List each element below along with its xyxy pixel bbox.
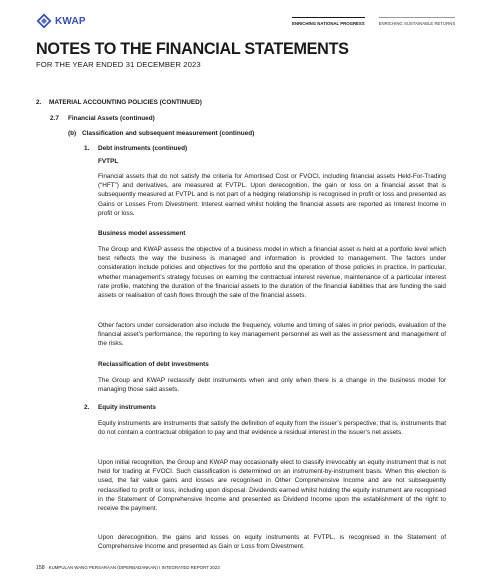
reclassification-paragraph: The Group and KWAP reclassify debt instruments when and only when there is a change in the business model for managing those said assets. bbox=[98, 377, 446, 394]
tab-enriching-national-progress[interactable]: ENRICHING NATIONAL PROGRESS bbox=[292, 17, 365, 26]
reclassification-heading: Reclassification of debt investments bbox=[98, 361, 209, 368]
kwap-logo bbox=[36, 13, 86, 29]
equity-paragraph-1: Equity instruments are instruments that satisfy the definition of equity from the issuer’s perspective; that is, instruments that do not contain a contractual obligation to pay and that evidence a residual interest in the issuer’s net assets. bbox=[98, 420, 446, 437]
business-model-paragraph-2: Other factors under consideration also include the frequency, volume and timing of sales in prior periods, evaluation of the financial asset’s performance, the reporting to key management personnel as well as the assessment and management of the risks. bbox=[98, 322, 446, 348]
equity-paragraph-2: Upon initial recognition, the Group and KWAP may occasionally elect to classify irrevocably an equity instrument that is not held for trading at FVOCI. Such classification is determined on an instrument-by-instrument basis. When this election is used, the fair value gains and losses are recognised in Other Comprehensive Income and are not subsequently reclassified to profit or loss, including upon disposal. Dividends earned whilst holding the equity instrument are recognised in the Statement of Comprehensive Income and presented as Dividend Income upon the establishment of the right to receive the payment. bbox=[98, 459, 446, 513]
tab-enriching-sustainable-returns[interactable]: ENRICHING SUSTAINABLE RETURNS bbox=[379, 17, 456, 26]
fvtpl-paragraph: Financial assets that do not satisfy the criteria for Amortised Cost or FVOCI, including financial assets Held-For-Trading (“HFT”) and derivatives, are measured at FVTPL. Upon derecognition, the gain or loss on a financial asset that is subsequently measured at FVTPL and is not part of a hedging relationship is recognised in profit or loss and presented as Gains or Losses From Divestment. Interest earned whilst holding the financial assets are reported as Interest Income in profit or loss. bbox=[98, 173, 446, 217]
item1-label: Debt instruments (continued) bbox=[98, 145, 188, 152]
page-number: 158 bbox=[36, 565, 45, 571]
equity-paragraph-3: Upon derecognition, the gains and losses on equity instruments at FVTPL, is recognised in the Statement of Comprehensive Income and presented as Gain or Loss from Divestment. bbox=[98, 534, 446, 551]
item1-number: 1. bbox=[84, 145, 90, 152]
page-subtitle: FOR THE YEAR ENDED 31 DECEMBER 2023 bbox=[36, 60, 201, 69]
business-model-heading: Business model assessment bbox=[98, 230, 186, 237]
header-tabs bbox=[292, 17, 455, 26]
section-label: MATERIAL ACCOUNTING POLICIES (CONTINUED) bbox=[49, 99, 202, 106]
page-title: NOTES TO THE FINANCIAL STATEMENTS bbox=[36, 40, 349, 58]
kwap-logo-icon bbox=[36, 13, 52, 29]
subsection-heading bbox=[50, 115, 155, 122]
subsection-number: 2.7 bbox=[50, 115, 59, 122]
logo-text: KWAP bbox=[55, 15, 86, 27]
footer-text: KUMPULAN WANG PERSARAAN (DIPERBADANKAN) I INTEGRATED REPORT 2023 bbox=[48, 565, 220, 570]
fvtpl-heading: FVTPL bbox=[98, 158, 119, 165]
subsection-label: Financial Assets (continued) bbox=[68, 115, 155, 122]
section-number: 2. bbox=[36, 99, 42, 106]
item2-number: 2. bbox=[84, 404, 90, 411]
page-footer bbox=[36, 565, 220, 571]
business-model-paragraph-1: The Group and KWAP assess the objective of a business model in which a financial asset is held at a portfolio level which best reflects the way the business is managed and information is provided to management. The factors under consideration include policies and objectives for the portfolio and the operation of those policies in practice. In particular, whether management’s strategy focuses on earning the contractual interest revenue, maintenance of a particular interest rate profile, matching the duration of the financial assets to the duration of the financial liabilities that are funding the said assets or realisation of cash flows through the sale of the financial assets. bbox=[98, 246, 446, 300]
section-heading bbox=[36, 99, 202, 106]
item1-heading bbox=[84, 145, 187, 152]
item2-label: Equity instruments bbox=[98, 404, 156, 411]
subsubsection-number: (b) bbox=[68, 130, 77, 137]
subsubsection-label: Classification and subsequent measurement (continued) bbox=[82, 130, 255, 137]
subsubsection-heading bbox=[68, 130, 254, 137]
item2-heading bbox=[84, 404, 156, 411]
